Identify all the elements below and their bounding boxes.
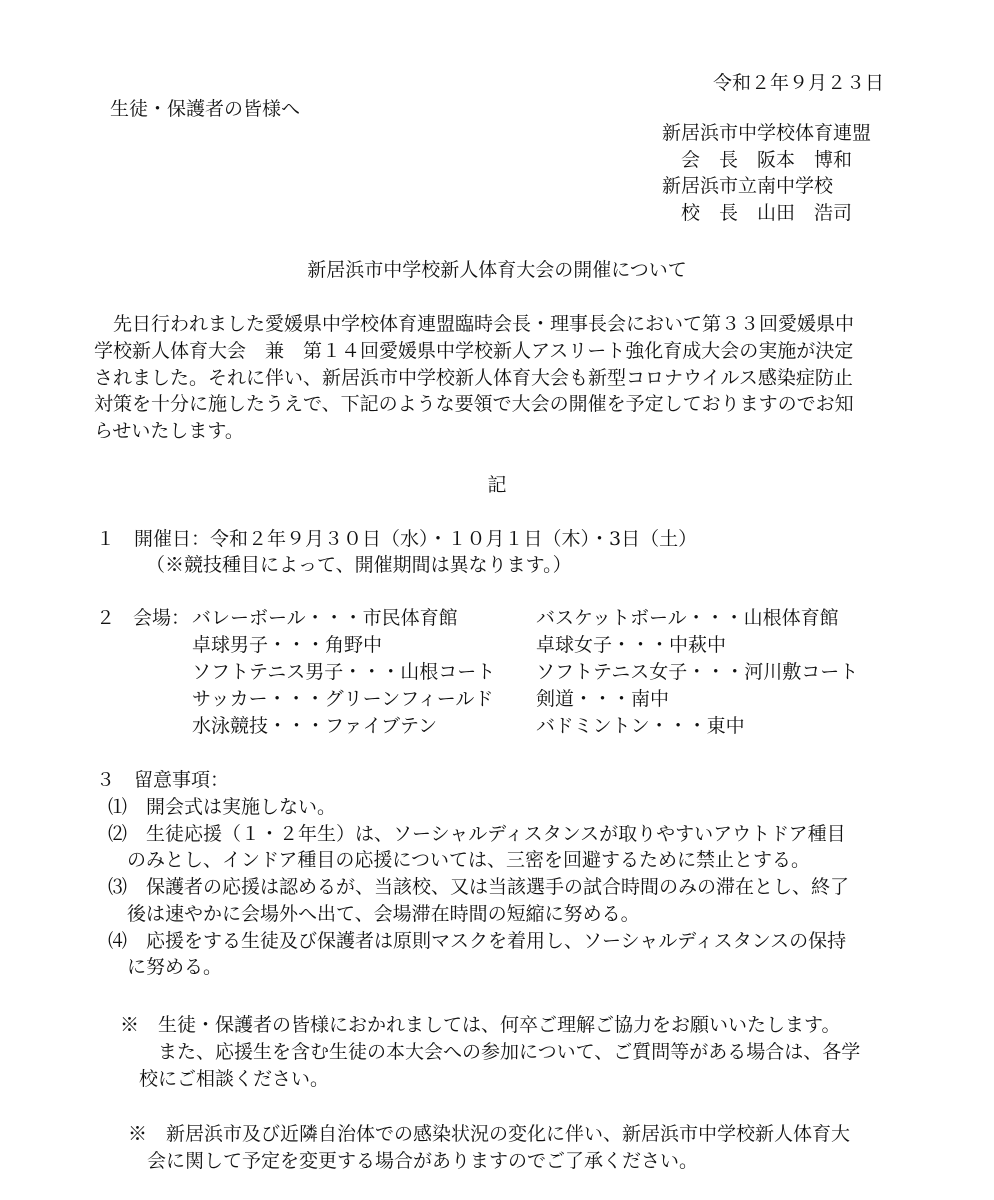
note-line: ⑵ 生徒応援（１・２年生）は、ソーシャルディスタンスが取りやすいアウトドア種目 <box>108 822 846 845</box>
body-line: されました。それに伴い、新居浜市中学校新人体育大会も新型コロナウイルス感染症防止 <box>94 366 853 389</box>
venue-right: 卓球女子・・・中萩中 <box>536 634 727 656</box>
venue-left: 卓球男子・・・角野中 <box>192 634 383 656</box>
note-line: ⑶ 保護者の応援は認めるが、当該校、又は当該選手の試合時間のみの滞在とし、終了 <box>108 876 850 899</box>
body-line: 学校新人体育大会 兼 第１４回愛媛県中学校新人アスリート強化育成大会の実施が決定 <box>94 339 854 362</box>
note-line: 後は速やかに会場外へ出て、会場滞在時間の短縮に努める。 <box>108 902 640 925</box>
item-2-number: ２ <box>96 607 116 629</box>
sender-person-1: 会 長 阪本 博和 <box>662 148 853 171</box>
sender-org-2: 新居浜市立南中学校 <box>662 175 834 198</box>
item-1-line: １ 開催日：令和２年９月３０日（水）・１０月１日（木）・3日（土） <box>96 528 698 550</box>
ki-heading: 記 <box>487 474 507 496</box>
venue-right: ソフトテニス女子・・・河川敷コート <box>536 661 859 683</box>
venue-right: バスケットボール・・・山根体育館 <box>536 607 839 629</box>
remark-line: ※ 新居浜市及び近隣自治体での感染状況の変化に伴い、新居浜市中学校新人体育大 <box>128 1123 851 1145</box>
note-line: に努める。 <box>108 956 223 979</box>
item-1-note: （※競技種目によって、開催期間は異なります。） <box>146 554 572 576</box>
venue-right: バドミントン・・・東中 <box>536 715 745 737</box>
document-date: 令和２年９月２３日 <box>712 72 884 94</box>
venue-left: 水泳競技・・・ファイブテン <box>192 715 438 737</box>
venue-left: サッカー・・・グリーンフィールド <box>192 688 494 710</box>
note-line: のみとし、インドア種目の応援については、三密を回避するために禁止とする。 <box>108 849 811 872</box>
venue-left: バレーボール・・・市民体育館 <box>192 607 458 629</box>
item-3-heading: ３ 留意事項： <box>96 769 230 791</box>
remark-line: また、応援生を含む生徒の本大会への参加について、ご質問等がある場合は、各学 <box>120 1041 861 1063</box>
note-line: ⑷ 応援をする生徒及び保護者は原則マスクを着用し、ソーシャルディスタンスの保持 <box>108 929 847 952</box>
remark-line: 会に関して予定を変更する場合がありますのでご了承ください。 <box>128 1150 699 1172</box>
venue-right: 剣道・・・南中 <box>536 688 670 710</box>
item-3-notes <box>108 794 849 981</box>
remark-1 <box>120 1012 860 1093</box>
sender-person-2: 校 長 山田 浩司 <box>662 202 853 225</box>
note-line: ⑴ 開会式は実施しない。 <box>108 796 337 818</box>
document-title: 新居浜市中学校新人体育大会の開催について <box>307 259 687 281</box>
body-line: らせいたします。 <box>94 420 244 443</box>
sender-block <box>662 120 871 227</box>
remark-2 <box>128 1121 850 1175</box>
item-1-dates <box>96 526 697 578</box>
sender-org-1: 新居浜市中学校体育連盟 <box>662 122 872 144</box>
body-line: 対策を十分に施したうえで、下記のような要領で大会の開催を予定しておりますのでお知 <box>94 393 854 416</box>
addressee: 生徒・保護者の皆様へ <box>110 98 301 120</box>
body-paragraph <box>94 311 854 445</box>
item-2-label: 会場： <box>133 607 191 629</box>
body-line: 先日行われました愛媛県中学校体育連盟臨時会長・理事長会において第３３回愛媛県中 <box>94 313 855 335</box>
remark-line: 校にご相談ください。 <box>120 1068 330 1090</box>
venue-left: ソフトテニス男子・・・山根コート <box>192 661 496 683</box>
remark-line: ※ 生徒・保護者の皆様におかれましては、何卒ご理解ご協力をお願いいたします。 <box>120 1014 841 1036</box>
